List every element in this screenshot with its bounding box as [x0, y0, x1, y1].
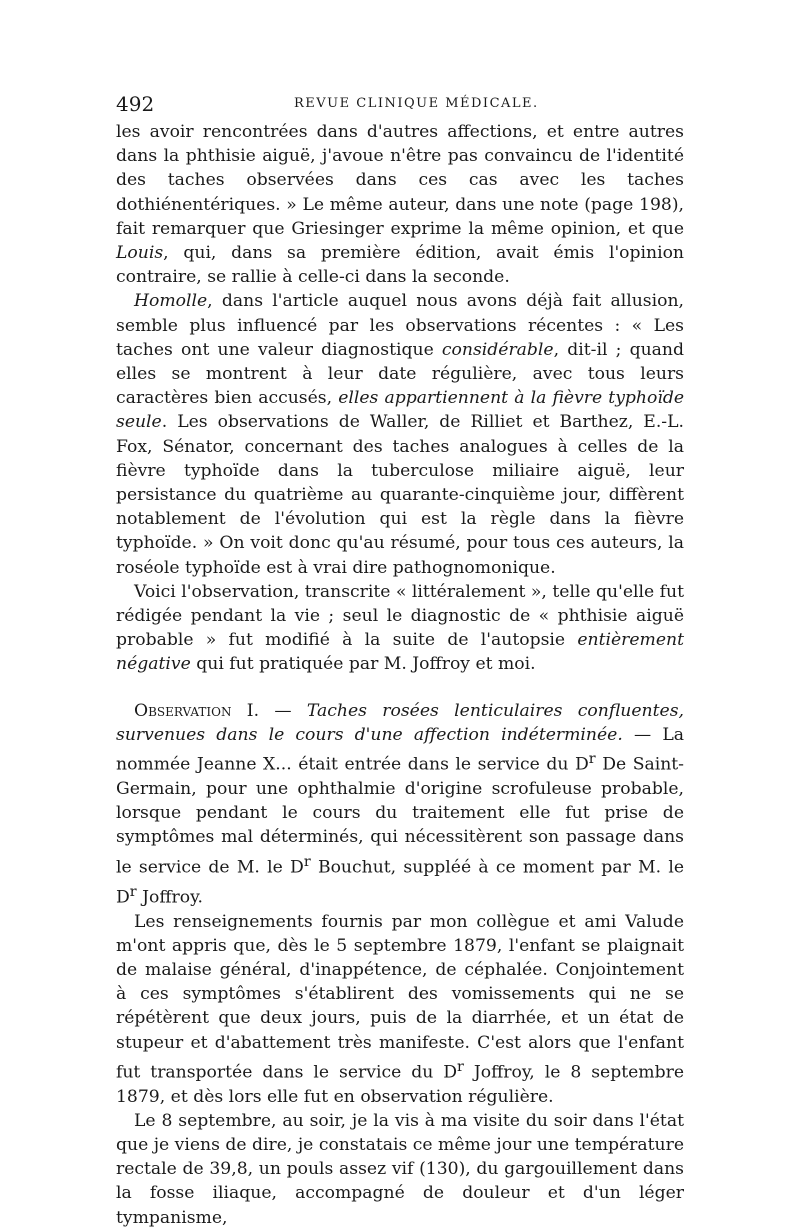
text-run: , dans l'article auquel nous avons déjà fait allusion, semble plus influencé par les observations récentes : « Les taches ont une valeur diagnostique	[116, 291, 684, 360]
text-run: Voici l'observation, transcrite « littéralement », telle qu'elle fut rédigée pendant la vie ; seul le diagnostic de « phthisie aiguë probable » fut modifié à la suite de l'autopsie	[116, 581, 684, 651]
text-run: . Les observations de Waller, de Rilliet et Barthez, E.-L. Fox, Sénator, concernant des taches analogues à celles de la fièvre typhoïde dans la tuberculose miliaire aiguë, leur persistance du quatrième au quarante-cinquième jour, diffèrent notablement de l'évolution qui est la règle dans la fièvre typhoïde. » On voit donc qu'au résumé, pour tous ces auteurs, la roséole typhoïde est à vrai dire pathognomonique.	[116, 412, 684, 578]
paragraph	[116, 910, 684, 1109]
page-header	[116, 92, 684, 120]
text-run: De Saint-Germain, pour une ophthalmie d'origine scrofuleuse probable, lorsque pendant le cours du traitement elle fut prise de symptômes mal déterminés, qui nécessitèrent son passage dans le service de M. le D	[116, 754, 684, 878]
book-page	[116, 92, 684, 1230]
text-run: Le 8 septembre, au soir, je la vis à ma visite du soir dans l'état que je viens de dire, je constatais ce même jour une température rectale de 39,8, un pouls assez vif (130), du gargouillement dans la fosse iliaque, accompagné de douleur et d'un léger tympanisme,	[116, 1110, 685, 1228]
text-run: qui fut pratiquée par M. Joffroy et moi.	[190, 654, 536, 675]
text-run: Joffroy, le 8 septembre 1879, et dès lors elle fut en observation régulière.	[116, 1062, 684, 1107]
text-run: Les renseignements fournis par mon collègue et ami Valude m'ont appris que, dès le 5 septembre 1879, l'enfant se plaignait de malaise général, d'inappétence, de céphalée. Conjointement à ces symptômes s'établirent des vomissements qui ne se répétèrent que deux jours, puis de la diarrhée, et un état de stupeur et d'abattement très manifeste. C'est alors que l'enfant fut transportée dans le service du D	[116, 911, 684, 1083]
observation-label: Observation I.	[134, 700, 260, 721]
text-run: , qui, dans sa première édition, avait émis l'opinion contraire, se rallie à celle-ci dans la seconde.	[116, 243, 684, 288]
superscript: r	[303, 853, 311, 870]
paragraph	[116, 120, 684, 289]
page-number: 492	[116, 92, 155, 116]
paragraph	[116, 289, 684, 579]
paragraph	[116, 580, 684, 677]
text-run: les avoir rencontrées dans d'autres affections, et entre autres dans la phthisie aiguë, j'avoue n'être pas convaincu de l'identité des taches observées dans ces cas avec les taches dothiénentériques. » Le même auteur, dans une note (page 198), fait remarquer que Griesinger exprime la même opinion, et que	[116, 122, 684, 239]
italic-run: Louis	[116, 243, 164, 264]
italic-run: entièrement négative	[116, 630, 684, 675]
italic-run: elles appartiennent à la fièvre typhoïde seule	[116, 388, 685, 433]
section-gap	[116, 677, 684, 699]
running-title: REVUE CLINIQUE MÉDICALE.	[294, 96, 539, 111]
text-run: —	[259, 700, 307, 721]
text-run: — La nommée Jeanne X... était entrée dans le service du D	[116, 724, 684, 775]
italic-run: considérable	[441, 339, 554, 360]
superscript: r	[129, 883, 137, 900]
superscript: r	[457, 1058, 464, 1075]
text-run: , dit-il ; quand elles se montrent à leur date régulière, avec tous leurs caractères bien accusés,	[116, 339, 684, 409]
text-run: Joffroy.	[136, 887, 204, 908]
italic-run: Homolle	[134, 291, 208, 312]
paragraph	[116, 1109, 684, 1230]
italic-run: Taches rosées lenticulaires confluentes, survenues dans le cours d'une affection indéterminée.	[116, 700, 684, 745]
paragraph	[116, 699, 684, 910]
body-text	[116, 120, 684, 1230]
superscript: r	[588, 751, 596, 768]
text-run: Bouchut, suppléé à ce moment par M. le D	[116, 857, 684, 908]
